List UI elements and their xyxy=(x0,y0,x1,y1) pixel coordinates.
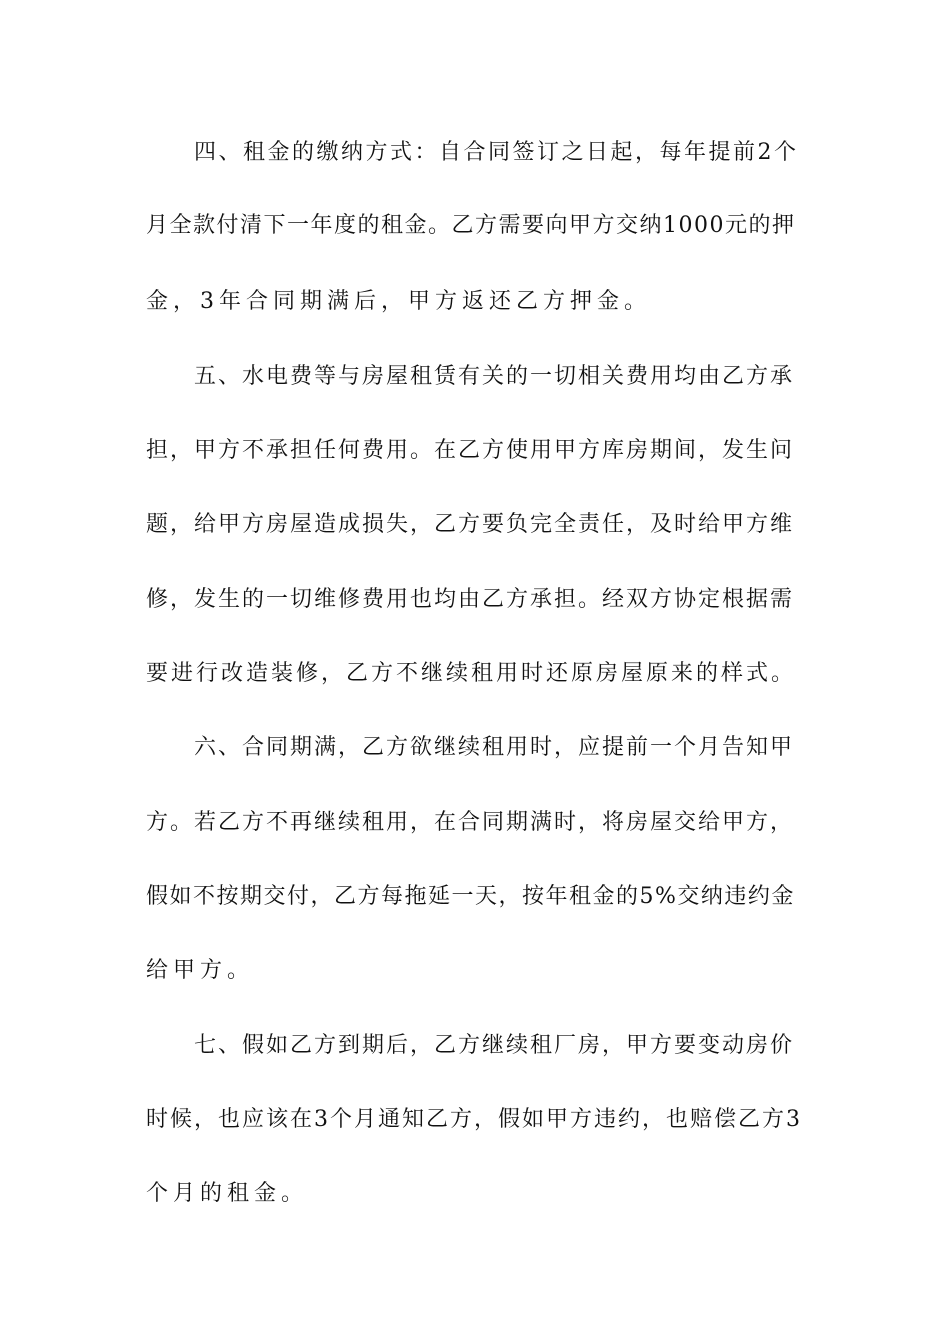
paragraph-5-line-1: 五、水电费等与房屋租赁有关的一切相关费用均由乙方承 xyxy=(194,364,795,389)
paragraph-6-line-3: 假如不按期交付，乙方每拖延一天，按年租金的5%交纳违约金 xyxy=(146,884,795,909)
paragraph-6-line-1: 六、合同期满，乙方欲继续租用时，应提前一个月告知甲 xyxy=(194,735,795,760)
paragraph-4-line-2: 月全款付清下一年度的租金。乙方需要向甲方交纳1000元的押 xyxy=(146,213,796,238)
paragraph-6-line-2: 方。若乙方不再继续租用，在合同期满时，将房屋交给甲方， xyxy=(146,810,795,835)
paragraph-7-line-3: 个月的租金。 xyxy=(146,1181,309,1206)
paragraph-5-line-4: 修，发生的一切维修费用也均由乙方承担。经双方协定根据需 xyxy=(146,587,795,612)
paragraph-4-line-3: 金，3年合同期满后，甲方返还乙方押金。 xyxy=(146,289,651,314)
paragraph-4-line-1: 四、租金的缴纳方式：自合同签订之日起，每年提前2个 xyxy=(194,140,799,165)
paragraph-7-line-2: 时候，也应该在3个月通知乙方，假如甲方违约，也赔偿乙方3 xyxy=(146,1107,802,1132)
paragraph-5-line-2: 担，甲方不承担任何费用。在乙方使用甲方库房期间，发生问 xyxy=(146,438,795,463)
paragraph-5-line-3: 题，给甲方房屋造成损失，乙方要负完全责任，及时给甲方维 xyxy=(146,512,795,537)
paragraph-6-line-4: 给甲方。 xyxy=(146,958,255,983)
paragraph-5-line-5: 要进行改造装修，乙方不继续租用时还原房屋原来的样式。 xyxy=(146,661,797,686)
paragraph-7-line-1: 七、假如乙方到期后，乙方继续租厂房，甲方要变动房价 xyxy=(194,1033,795,1058)
